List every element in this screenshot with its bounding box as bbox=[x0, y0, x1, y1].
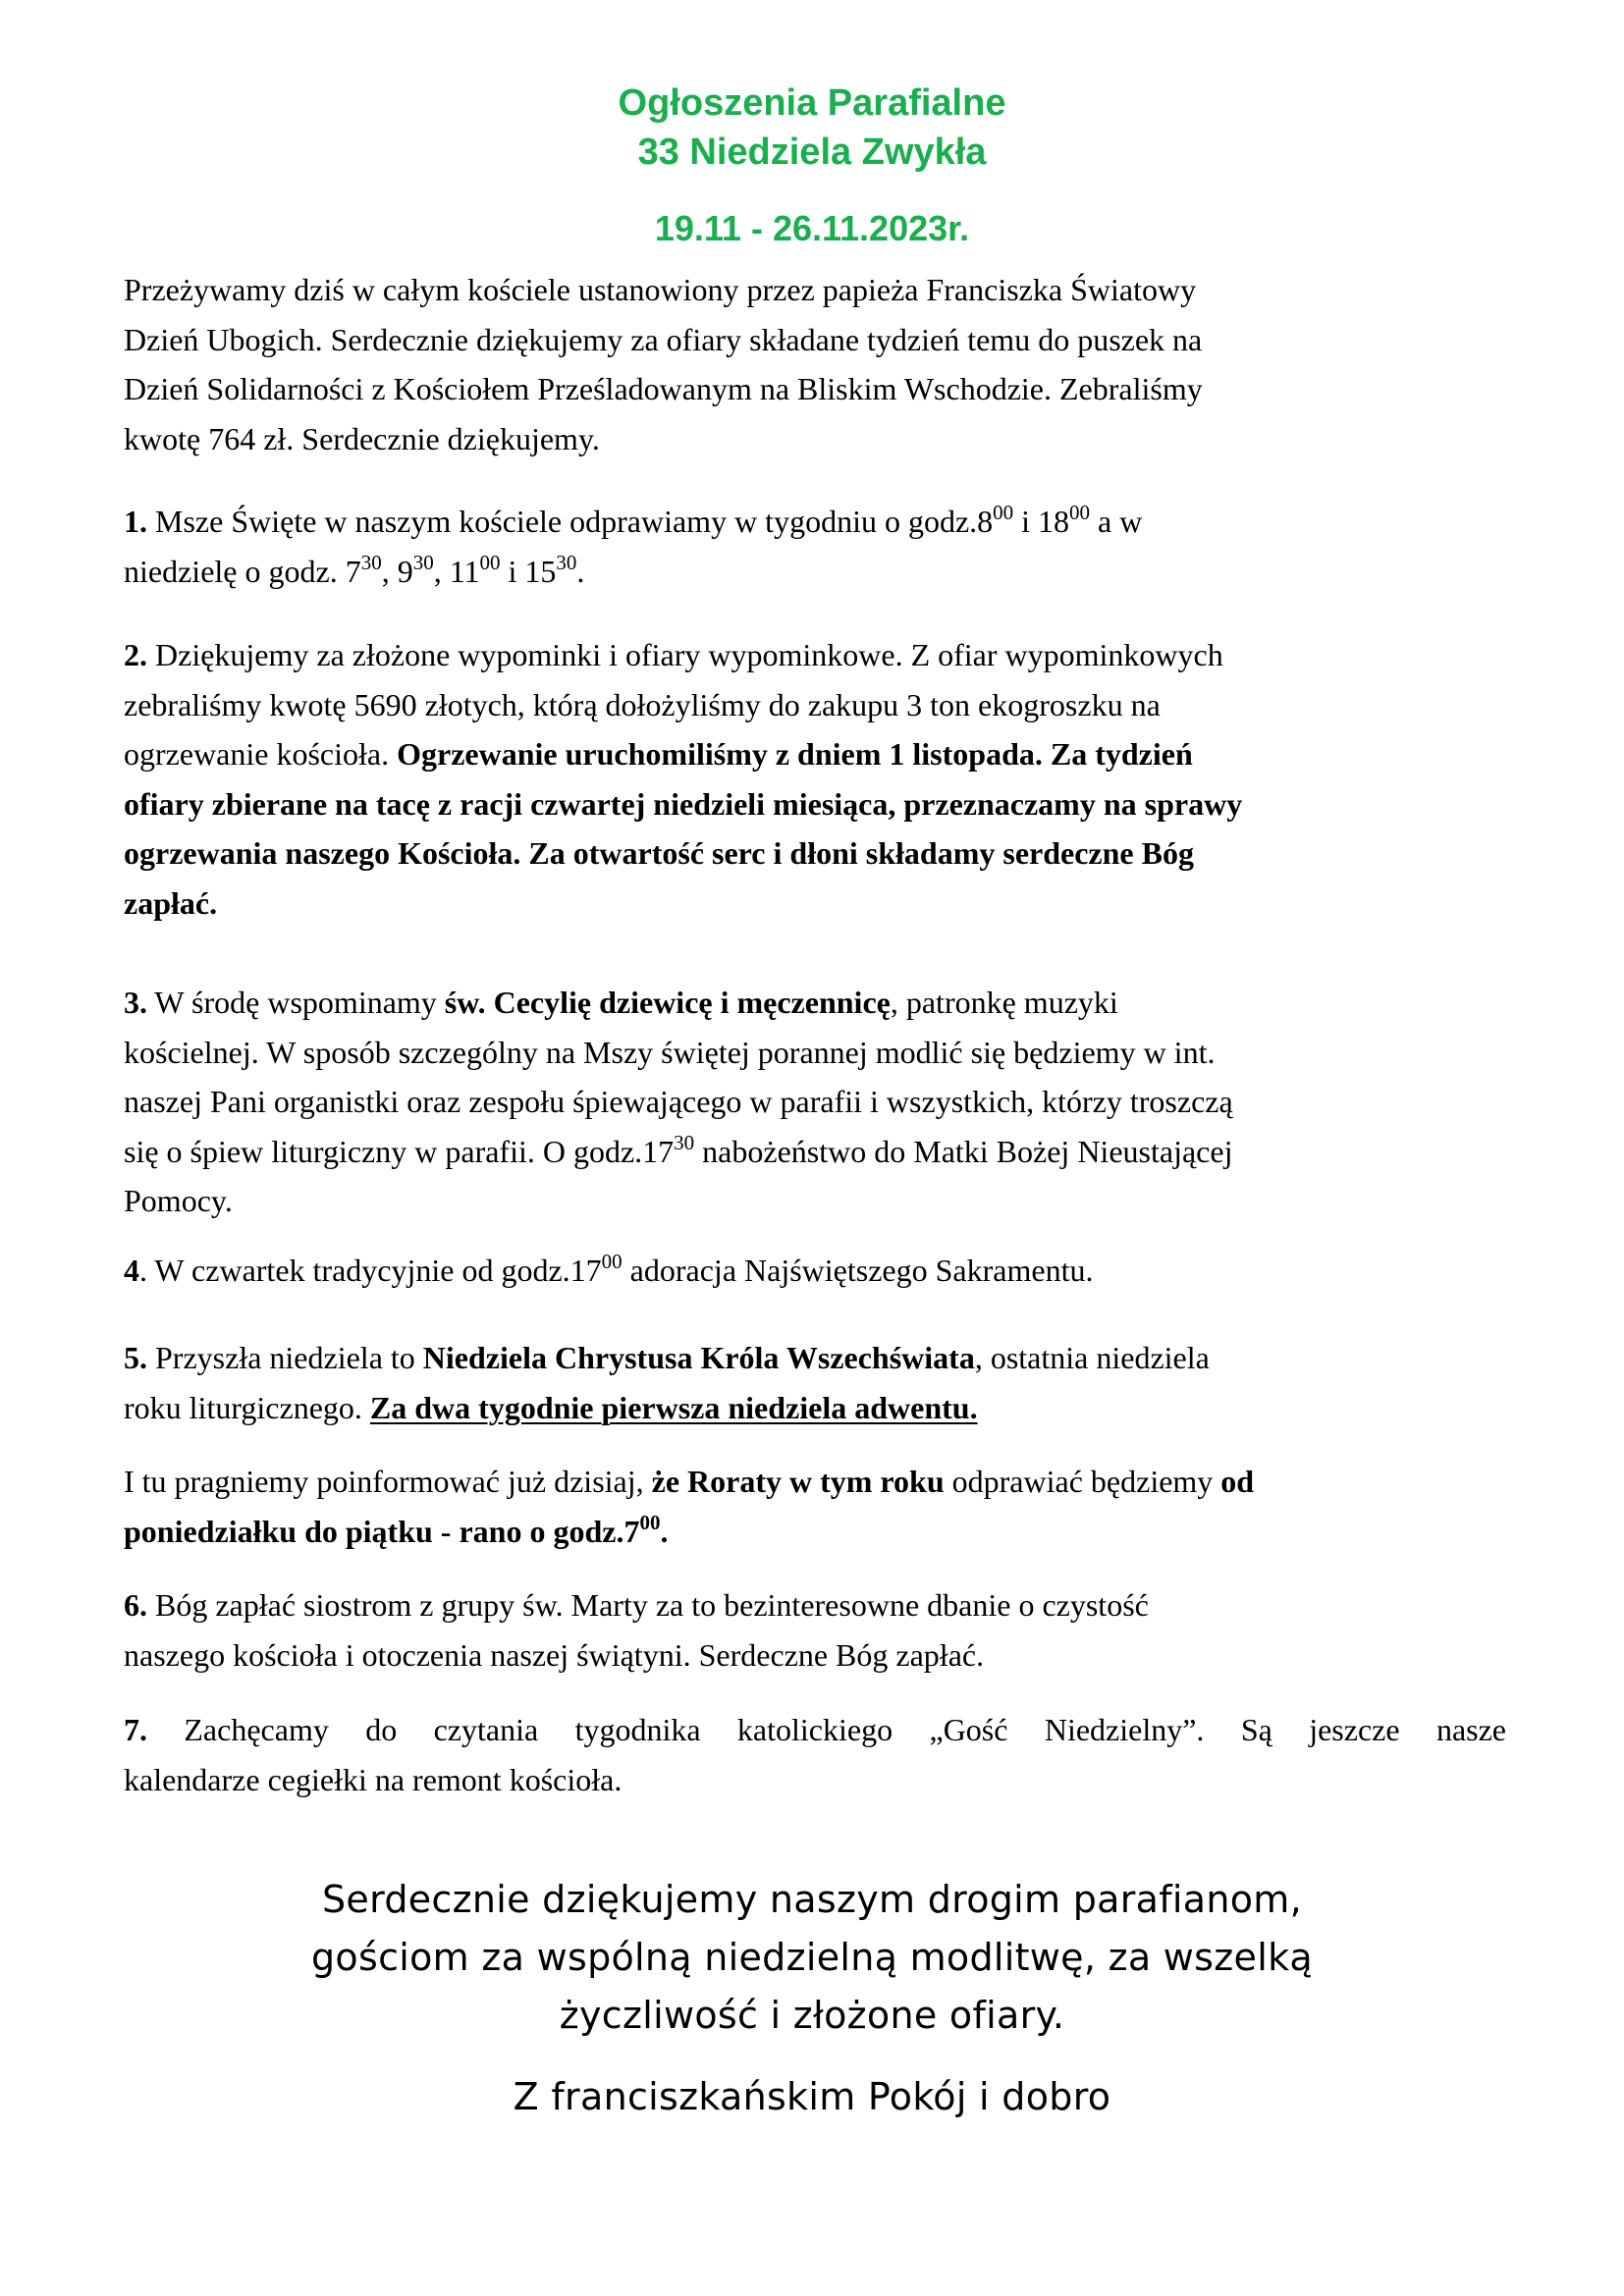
closing-line: gościom za wspólną niedzielną modlitwę, za wszelką bbox=[311, 1936, 1313, 1979]
closing-signoff: Z franciszkańskim Pokój i dobro bbox=[513, 2075, 1111, 2118]
text: Dziękujemy za złożone wypominki i ofiary wypominkowe. Z ofiar wypominkowych bbox=[147, 637, 1223, 672]
item-number: 1. bbox=[124, 504, 147, 539]
date-range: 19.11 - 26.11.2023r. bbox=[654, 208, 970, 248]
text: W środę wspominamy bbox=[147, 985, 445, 1020]
item-2-line bbox=[124, 630, 1506, 680]
superscript: 00 bbox=[1069, 501, 1091, 524]
underlined-bold-text: Za dwa tygodnie pierwsza niedziela adwentu. bbox=[369, 1389, 978, 1425]
bold-text: ogrzewania naszego Kościoła. Za otwartość serc i dłoni składamy serdeczne Bóg bbox=[124, 835, 1194, 871]
text: i 15 bbox=[500, 553, 557, 589]
bold-text: ofiary zbierane na tacę z racji czwartej niedzieli miesiąca, przeznaczamy na sprawy bbox=[124, 785, 1243, 822]
text: i 18 bbox=[1013, 504, 1070, 539]
announcement-item-6 bbox=[124, 1580, 1506, 1680]
text: a w bbox=[1090, 504, 1143, 539]
text: . W czwartek tradycyjnie od godz.17 bbox=[139, 1253, 602, 1288]
bold-text: św. Cecylię dziewicę i męczennicę bbox=[444, 985, 891, 1020]
text: I tu pragniemy poinformować już dzisiaj, bbox=[124, 1464, 652, 1499]
page-title: Ogłoszenia Parafialne bbox=[618, 82, 1006, 124]
intro-paragraph bbox=[124, 265, 1506, 463]
text: , ostatnia niedziela bbox=[974, 1340, 1210, 1375]
intro-line: Dzień Ubogich. Serdecznie dziękujemy za ofiary składane tydzień temu do puszek na bbox=[124, 321, 1203, 357]
text: , patronkę muzyki bbox=[890, 985, 1118, 1020]
text: się o śpiew liturgiczny w parafii. O godz.17 bbox=[124, 1133, 675, 1169]
closing-line: życzliwość i złożone ofiary. bbox=[559, 1994, 1065, 2037]
item-3-line bbox=[124, 978, 1506, 1028]
superscript: 00 bbox=[601, 1250, 623, 1273]
announcement-item-5 bbox=[124, 1333, 1506, 1432]
text: odprawiać będziemy bbox=[944, 1464, 1221, 1499]
item-2-line bbox=[124, 729, 1506, 779]
item-3-line bbox=[124, 1127, 1506, 1177]
item-5-line bbox=[124, 1383, 1506, 1433]
item-4-line bbox=[124, 1246, 1506, 1296]
announcement-item-4 bbox=[124, 1246, 1506, 1296]
text: ogrzewanie kościoła. bbox=[124, 736, 398, 772]
item-3-line: naszej Pani organistki oraz zespołu śpiewającego w parafii i wszystkich, którzy troszczą bbox=[124, 1084, 1233, 1119]
text: niedzielę o godz. 7 bbox=[124, 553, 361, 589]
item-number: 2. bbox=[124, 637, 147, 672]
announcement-item-2 bbox=[124, 630, 1506, 928]
text: . bbox=[576, 553, 585, 589]
item-2-line bbox=[124, 779, 1506, 829]
superscript: 00 bbox=[639, 1510, 661, 1534]
item-number: 4 bbox=[124, 1253, 139, 1288]
text: , 9 bbox=[381, 553, 413, 589]
item-7-line: kalendarze cegiełki na remont kościoła. bbox=[124, 1761, 623, 1797]
superscript: 00 bbox=[993, 501, 1014, 524]
bold-text: Niedziela Chrystusa Króla Wszechświata bbox=[422, 1340, 975, 1375]
superscript: 30 bbox=[674, 1130, 695, 1154]
item-number: 7. bbox=[124, 1712, 147, 1747]
item-1-line-2 bbox=[124, 547, 1506, 597]
intro-line: Przeżywamy dziś w całym kościele ustanowiony przez papieża Franciszka Światowy bbox=[124, 272, 1197, 307]
item-number: 6. bbox=[124, 1587, 147, 1623]
text: Bóg zapłać siostrom z grupy św. Marty za to bezinteresowne dbanie o czystość bbox=[147, 1587, 1149, 1623]
text: adoracja Najświętszego Sakramentu. bbox=[622, 1253, 1094, 1288]
item-6-line: naszego kościoła i otoczenia naszej świątyni. Serdeczne Bóg zapłać. bbox=[124, 1636, 985, 1673]
superscript: 30 bbox=[360, 550, 382, 574]
announcement-item-1 bbox=[124, 497, 1506, 596]
superscript: 00 bbox=[479, 550, 501, 574]
closing-thanks bbox=[0, 1871, 1624, 2045]
text: nabożeństwo do Matki Bożej Nieustającej bbox=[694, 1133, 1233, 1169]
superscript: 30 bbox=[556, 550, 577, 574]
item-3-line: Pomocy. bbox=[124, 1183, 233, 1218]
text: Zachęcamy do czytania tygodnika katolickiego „Gość Niedzielny”. Są jeszcze nasze bbox=[147, 1712, 1506, 1747]
item-2-line bbox=[124, 879, 1506, 929]
text: , 11 bbox=[433, 553, 480, 589]
text: roku liturgicznego. bbox=[124, 1389, 370, 1425]
announcement-item-7 bbox=[124, 1705, 1506, 1804]
superscript: 30 bbox=[412, 550, 434, 574]
item-3-line: kościelnej. W sposób szczególny na Mszy świętej porannej modlić się będziemy w int. bbox=[124, 1034, 1216, 1070]
item-number: 3. bbox=[124, 985, 147, 1020]
announcement-item-3 bbox=[124, 978, 1506, 1226]
bold-text: Ogrzewanie uruchomiliśmy z dniem 1 listopada. Za tydzień bbox=[397, 736, 1193, 772]
item-5-line bbox=[124, 1333, 1506, 1383]
roraty-line bbox=[124, 1507, 1506, 1557]
item-6-line bbox=[124, 1580, 1506, 1630]
bold-text: . bbox=[660, 1513, 669, 1549]
bold-text: zapłać. bbox=[124, 884, 218, 921]
roraty-paragraph bbox=[124, 1457, 1506, 1556]
item-1-line-1 bbox=[124, 497, 1506, 547]
roraty-line bbox=[124, 1457, 1506, 1507]
item-7-line bbox=[124, 1705, 1506, 1755]
bold-text: że Roraty w tym roku bbox=[651, 1464, 945, 1499]
item-2-line bbox=[124, 828, 1506, 879]
text: Przyszła niedziela to bbox=[147, 1340, 423, 1375]
intro-line: Dzień Solidarności z Kościołem Prześladowanym na Bliskim Wschodzie. Zebraliśmy bbox=[124, 371, 1203, 406]
page-subtitle: 33 Niedziela Zwykła bbox=[637, 132, 987, 173]
text: Msze Święte w naszym kościele odprawiamy w tygodniu o godz.8 bbox=[147, 504, 994, 539]
item-number: 5. bbox=[124, 1340, 147, 1375]
intro-line: kwotę 764 zł. Serdecznie dziękujemy. bbox=[124, 420, 600, 456]
item-2-line: zebraliśmy kwotę 5690 złotych, którą dołożyliśmy do zakupu 3 ton ekogroszku na bbox=[124, 686, 1161, 722]
closing-line: Serdecznie dziękujemy naszym drogim parafianom, bbox=[321, 1878, 1303, 1921]
bold-text: od bbox=[1220, 1464, 1255, 1499]
bold-text: poniedziałku do piątku - rano o godz.7 bbox=[124, 1513, 640, 1549]
